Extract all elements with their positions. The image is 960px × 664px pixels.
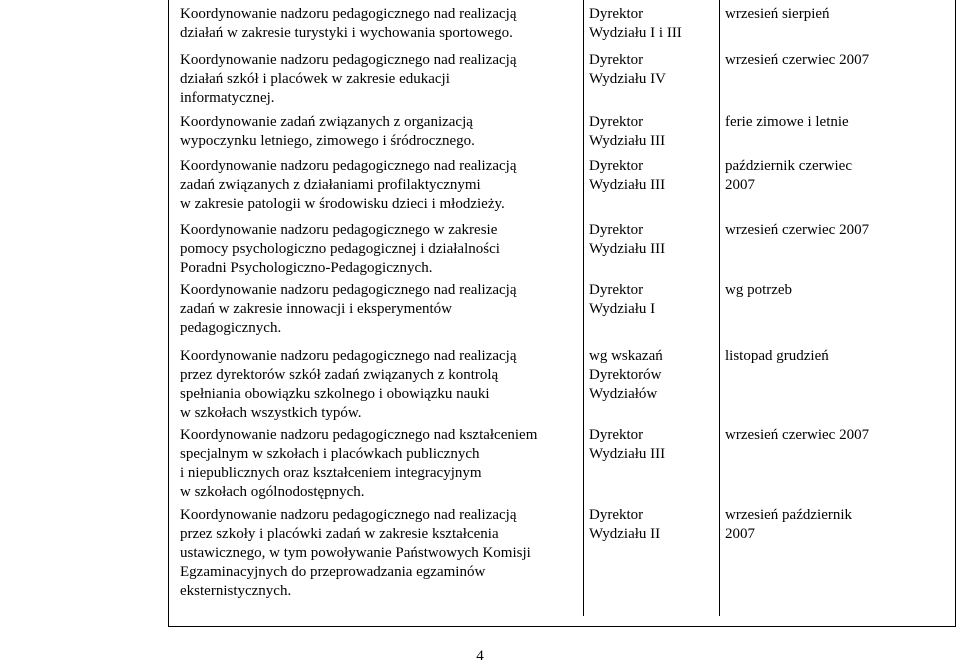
table-row [169, 347, 960, 426]
task-cell: Koordynowanie nadzoru pedagogicznego nad realizacją zadań związanych z działaniami profilaktycznymi w zakresie patologii w środowisku dzieci i młodzieży. [180, 158, 517, 212]
task-cell: Koordynowanie nadzoru pedagogicznego nad kształceniem specjalnym w szkołach i placówkach publicznych i niepublicznych oraz kształceniem integracyjnym w szkołach ogólnodostępnych. [180, 427, 538, 500]
task-cell: Koordynowanie zadań związanych z organizacją wypoczynku letniego, zimowego i śródrocznego. [180, 114, 475, 149]
responsible-cell: Dyrektor Wydziału II [589, 507, 661, 542]
task-cell: Koordynowanie nadzoru pedagogicznego nad realizacją przez dyrektorów szkół zadań związanych z kontrolą spełniania obowiązku szkolnego i obowiązku nauki w szkołach wszystkich typów. [180, 348, 517, 421]
term-cell: wrzesień październik 2007 [725, 507, 853, 542]
responsible-cell: Dyrektor Wydziału III [589, 222, 666, 257]
task-cell: Koordynowanie nadzoru pedagogicznego nad realizacją działań szkół i placówek w zakresie edukacji informatycznej. [180, 52, 517, 106]
page-number: 4 [476, 648, 484, 664]
table-row [169, 0, 960, 51]
term-cell: ferie zimowe i letnie [725, 114, 849, 130]
term-cell: wrzesień czerwiec 2007 [725, 222, 870, 238]
term-cell: październik czerwiec 2007 [725, 158, 852, 193]
schedule-table [169, 0, 960, 616]
table-row [169, 157, 960, 221]
responsible-cell: Dyrektor Wydziału III [589, 158, 666, 193]
task-cell: Koordynowanie nadzoru pedagogicznego w zakresie pomocy psychologiczno pedagogicznej i działalności Poradni Psychologiczno-Pedagogicznych. [180, 222, 500, 276]
schedule-table-frame [168, 0, 956, 627]
term-cell: wrzesień sierpień [725, 6, 830, 22]
term-cell: wrzesień czerwiec 2007 [725, 427, 870, 443]
task-cell: Koordynowanie nadzoru pedagogicznego nad realizacją zadań w zakresie innowacji i eksperymentów pedagogicznych. [180, 282, 517, 336]
responsible-cell: Dyrektor Wydziału III [589, 114, 666, 149]
table-row [169, 281, 960, 347]
task-cell: Koordynowanie nadzoru pedagogicznego nad realizacją działań w zakresie turystyki i wychowania sportowego. [180, 6, 517, 41]
responsible-cell: Dyrektor Wydziału IV [589, 52, 666, 87]
responsible-cell: Dyrektor Wydziału III [589, 427, 666, 462]
table-row [169, 426, 960, 506]
responsible-cell: Dyrektor Wydziału I [589, 282, 656, 317]
table-row [169, 51, 960, 113]
term-cell: wg potrzeb [725, 282, 793, 298]
table-row [169, 506, 960, 616]
responsible-cell: Dyrektor Wydziału I i III [589, 6, 682, 41]
term-cell: wrzesień czerwiec 2007 [725, 52, 870, 68]
table-row [169, 221, 960, 281]
table-row [169, 113, 960, 157]
task-cell: Koordynowanie nadzoru pedagogicznego nad realizacją przez szkoły i placówki zadań w zakresie kształcenia ustawicznego, w tym powoływanie Państwowych Komisji Egzaminacyjnych do przeprowadzania egzaminów eksternistycznych. [180, 507, 531, 599]
responsible-cell: wg wskazań Dyrektorów Wydziałów [589, 348, 663, 402]
term-cell: listopad grudzień [725, 348, 829, 364]
